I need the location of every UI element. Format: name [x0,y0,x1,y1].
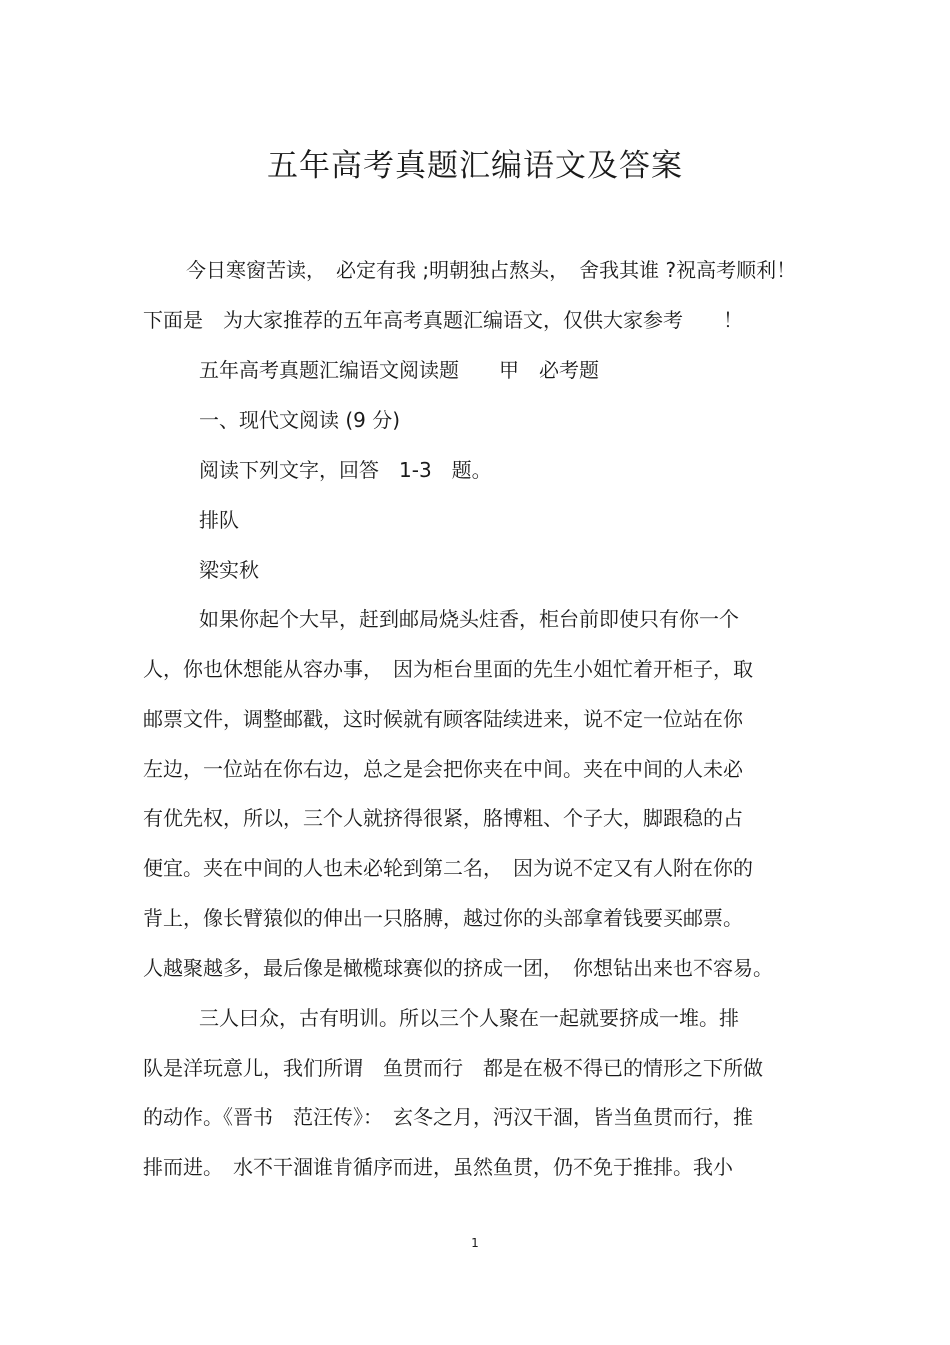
body-line: 人越聚越多，最后像是橄榄球赛似的挤成一团， 你想钻出来也不容易。 [143,956,773,980]
subsection-heading: 一、现代文阅读 (9 分) [199,408,401,432]
document-title: 五年高考真题汇编语文及答案 [267,148,683,184]
body-line: 背上，像长臂猿似的伸出一只胳膊，越过你的头部拿着钱要买邮票。 [143,906,743,930]
body-line: 左边，一位站在你右边，总之是会把你夹在中间。夹在中间的人未必 [143,757,743,781]
body-line: 排而进。 水不干涸谁肯循序而进，虽然鱼贯，仍不免于推排。我小 [143,1155,733,1179]
text-line-greeting-2: 下面是 为大家推荐的五年高考真题汇编语文，仅供大家参考 ！ [143,308,743,332]
article-title: 排队 [199,508,239,532]
body-line: 邮票文件，调整邮戳，这时候就有顾客陆续进来，说不定一位站在你 [143,707,743,731]
body-line: 三人曰众，古有明训。所以三个人聚在一起就要挤成一堆。排 [199,1006,739,1030]
section-heading: 五年高考真题汇编语文阅读题 甲 必考题 [199,358,599,382]
body-line: 人，你也休想能从容办事， 因为柜台里面的先生小姐忙着开柜子，取 [143,657,753,681]
article-author: 梁实秋 [199,558,259,582]
body-line: 的动作。《晋书 范汪传》： 玄冬之月，沔汉干涸，皆当鱼贯而行，推 [143,1105,753,1129]
page-number: 1 [471,1236,479,1250]
body-line: 有优先权，所以，三个人就挤得很紧，胳博粗、个子大，脚跟稳的占 [143,806,743,830]
text-line-greeting-1: 今日寒窗苦读， 必定有我 ;明朝独占熬头， 舍我其谁 ?祝高考顺利！ [186,258,797,282]
body-line: 队是洋玩意儿，我们所谓 鱼贯而行 都是在极不得已的情形之下所做 [143,1056,763,1080]
reading-instruction: 阅读下列文字，回答 1-3 题。 [199,458,492,482]
body-line: 如果你起个大早，赶到邮局烧头炷香，柜台前即使只有你一个 [199,607,739,631]
body-line: 便宜。夹在中间的人也未必轮到第二名， 因为说不定又有人附在你的 [143,856,753,880]
